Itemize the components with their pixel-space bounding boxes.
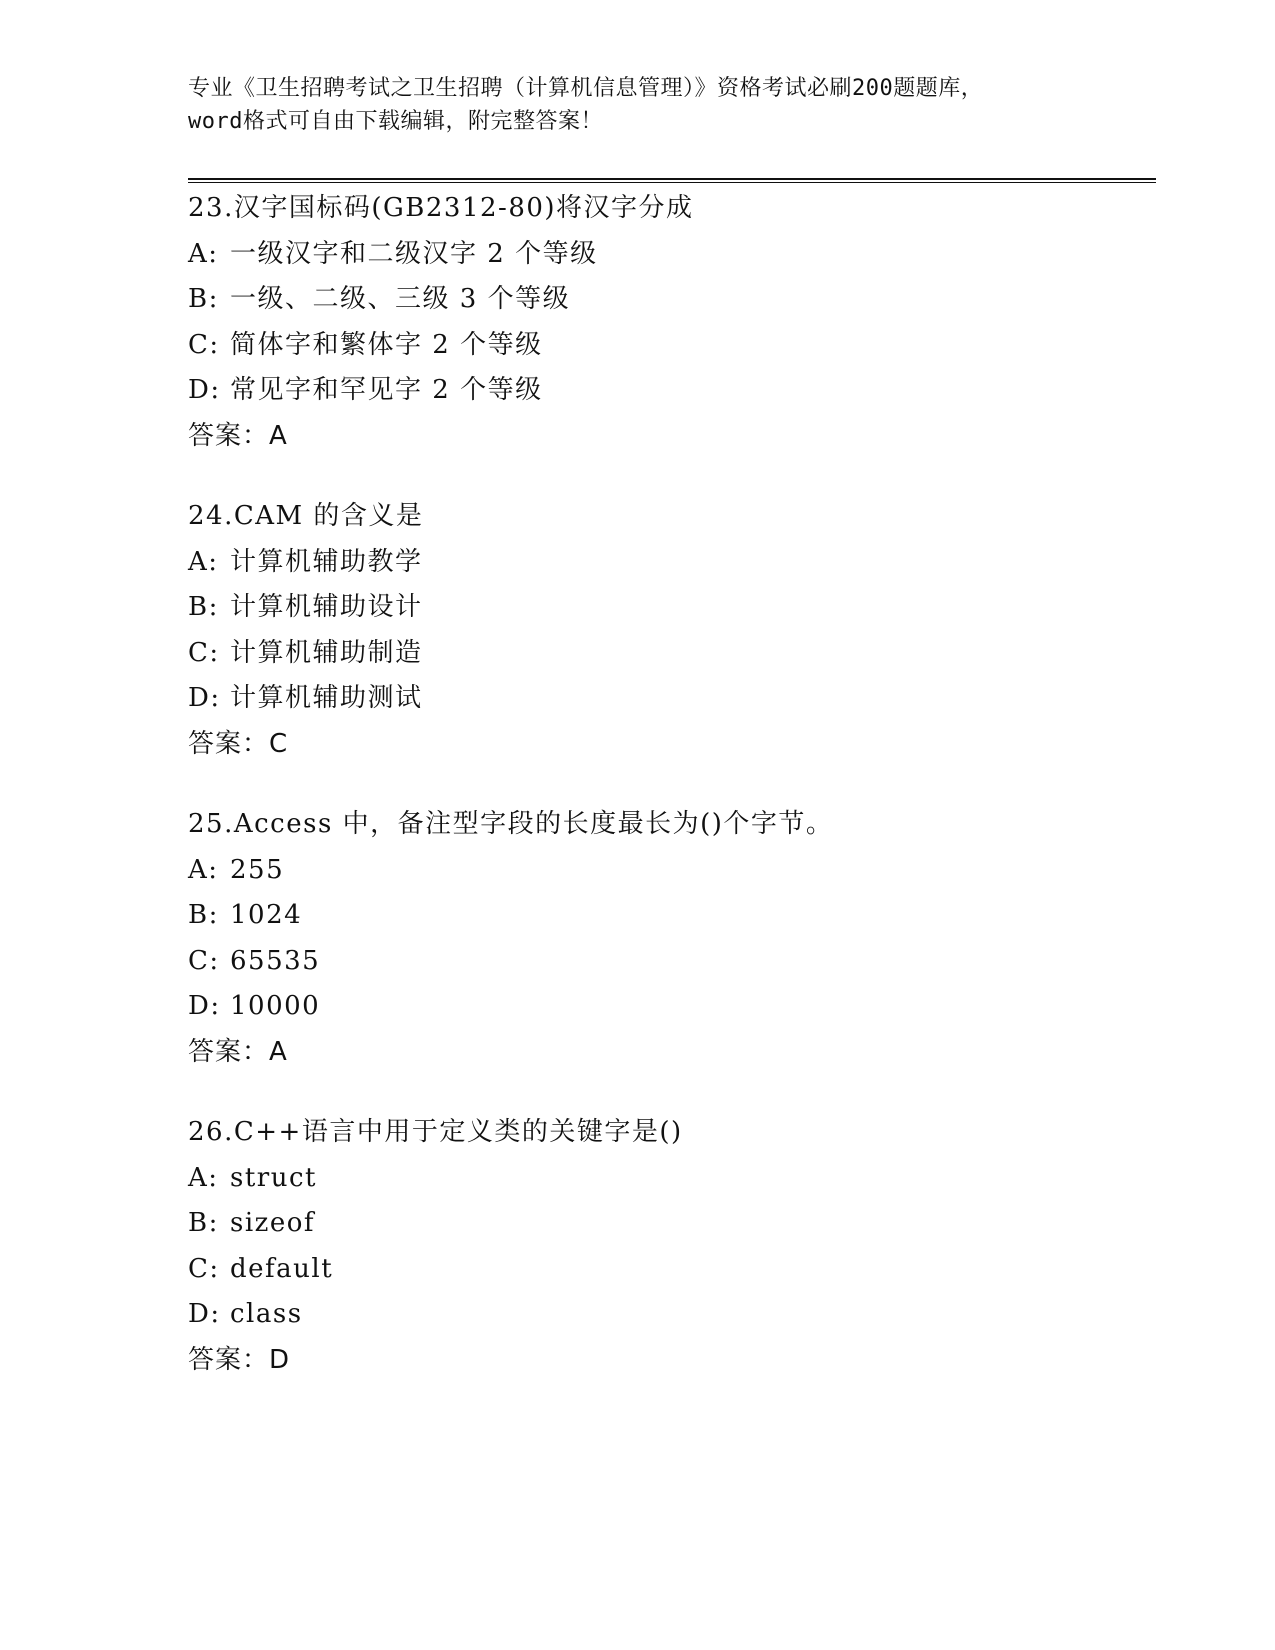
option-text: 10000 [230, 991, 321, 1021]
header-divider [188, 178, 1156, 183]
option-b [188, 277, 1156, 323]
option-d [188, 1292, 1156, 1338]
option-text: 65535 [230, 945, 321, 976]
option-key: D: [188, 375, 221, 405]
option-key: A: [188, 546, 219, 577]
option-a [188, 848, 1156, 894]
option-key: C: [188, 945, 220, 976]
option-key: B: [188, 900, 219, 930]
option-b [188, 893, 1156, 939]
option-c [188, 1247, 1156, 1293]
header-title-line-2: word格式可自由下载编辑，附完整答案！ [188, 109, 603, 134]
question-item [188, 802, 1156, 1075]
option-text: 一级汉字和二级汉字 2 个等级 [230, 238, 598, 269]
option-key: A: [188, 1162, 219, 1193]
option-text: 一级、二级、三级 3 个等级 [230, 284, 571, 314]
option-d [188, 368, 1156, 414]
document-header [188, 72, 1088, 138]
question-stem: 23.汉字国标码(GB2312-80)将汉字分成 [188, 193, 694, 223]
option-key: B: [188, 284, 219, 314]
question-stem: 25.Access 中，备注型字段的长度最长为()个字节。 [188, 809, 834, 839]
option-text: 常见字和罕见字 2 个等级 [230, 375, 543, 405]
option-d [188, 984, 1156, 1030]
option-c [188, 939, 1156, 985]
option-key: B: [188, 1208, 219, 1238]
option-text: 计算机辅助制造 [230, 637, 423, 668]
option-key: C: [188, 329, 220, 360]
question-item [188, 1110, 1156, 1383]
answer-line: 答案：C [188, 728, 289, 759]
option-d [188, 676, 1156, 722]
option-a [188, 232, 1156, 278]
option-key: A: [188, 854, 219, 885]
option-text: 1024 [230, 900, 303, 930]
option-key: C: [188, 637, 220, 668]
question-stem: 24.CAM 的含义是 [188, 501, 424, 531]
option-key: A: [188, 238, 219, 269]
option-a [188, 1156, 1156, 1202]
question-stem: 26.C++语言中用于定义类的关键字是() [188, 1117, 683, 1147]
answer-line: 答案：A [188, 420, 288, 451]
option-text: 计算机辅助教学 [230, 546, 423, 577]
option-text: struct [230, 1162, 317, 1193]
question-item [188, 494, 1156, 767]
option-c [188, 323, 1156, 369]
header-title-line-1: 专业《卫生招聘考试之卫生招聘（计算机信息管理）》资格考试必刷200题题库， [188, 76, 984, 101]
option-text: 255 [230, 854, 285, 885]
option-b [188, 1201, 1156, 1247]
option-b [188, 585, 1156, 631]
option-c [188, 631, 1156, 677]
option-key: B: [188, 592, 219, 622]
option-key: D: [188, 991, 221, 1021]
option-key: D: [188, 1299, 221, 1329]
option-text: sizeof [230, 1208, 316, 1238]
option-text: 计算机辅助设计 [230, 592, 423, 622]
option-text: 简体字和繁体字 2 个等级 [230, 329, 543, 360]
question-item [188, 186, 1156, 459]
option-key: C: [188, 1253, 220, 1284]
option-text: 计算机辅助测试 [230, 683, 423, 713]
answer-line: 答案：D [188, 1344, 291, 1375]
option-key: D: [188, 683, 221, 713]
answer-line: 答案：A [188, 1036, 288, 1067]
question-list [188, 186, 1156, 1418]
option-text: class [230, 1299, 303, 1329]
option-a [188, 540, 1156, 586]
option-text: default [230, 1253, 334, 1284]
